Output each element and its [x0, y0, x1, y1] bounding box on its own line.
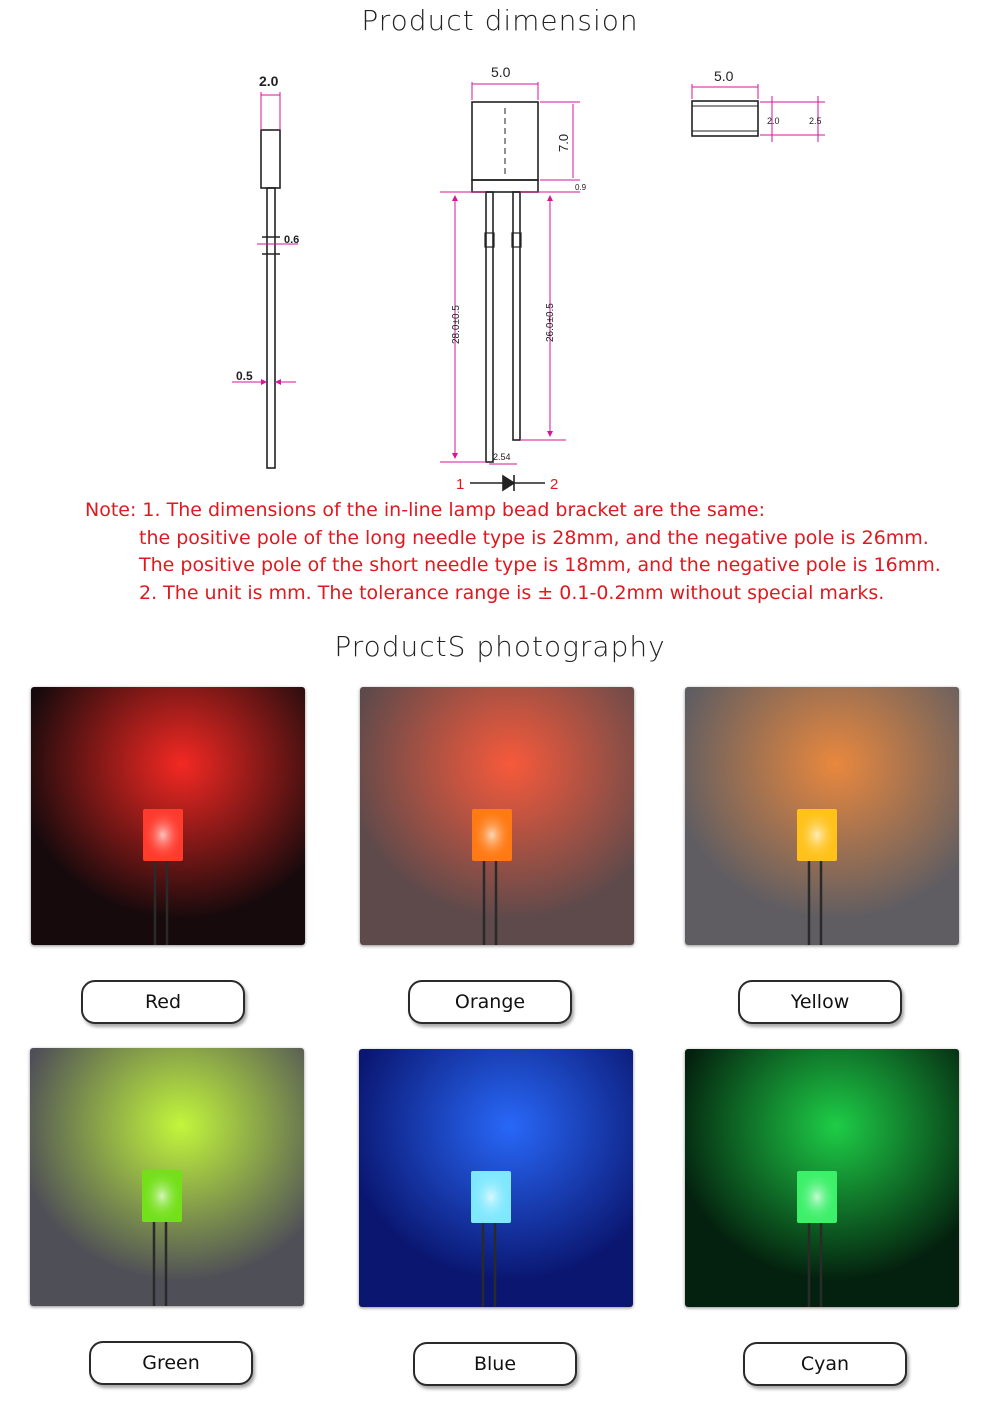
dimension-drawing — [0, 0, 1000, 500]
note-line-1: Note: 1. The dimensions of the in-line lamp bead bracket are the same: — [85, 499, 766, 521]
short-lead-label: 26.0±0.5 — [545, 303, 556, 342]
front-width-label: 5.0 — [491, 64, 511, 80]
pitch-label: 2.54 — [493, 452, 511, 462]
photo-green — [30, 1048, 304, 1306]
label-yellow: Yellow — [738, 980, 902, 1024]
notes-block — [85, 497, 941, 607]
label-green: Green — [89, 1341, 253, 1385]
side-pin-label: 0.5 — [236, 369, 253, 383]
diode-symbol — [470, 475, 545, 491]
label-orange: Orange — [408, 980, 572, 1024]
label-cyan: Cyan — [743, 1342, 907, 1386]
pin2-label: 2 — [550, 476, 559, 493]
side-view — [261, 130, 280, 468]
photo-red — [31, 687, 305, 945]
long-lead-label: 28.0±0.5 — [451, 305, 462, 344]
photo-orange — [360, 687, 634, 945]
front-flange-label: 0.9 — [575, 183, 587, 192]
note-line-3: The positive pole of the short needle type is 18mm, and the negative pole is 16mm. — [139, 554, 941, 576]
photo-blue — [359, 1049, 633, 1307]
pin1-label: 1 — [456, 476, 465, 493]
label-red: Red — [81, 980, 245, 1024]
front-height-label: 7.0 — [556, 133, 571, 152]
photo-cyan — [685, 1049, 959, 1307]
top-width-label: 5.0 — [714, 68, 734, 84]
label-blue: Blue — [413, 1342, 577, 1386]
photography-heading: ProductS photography — [334, 630, 666, 663]
photo-yellow — [685, 687, 959, 945]
side-lead-label: 0.6 — [284, 234, 300, 246]
note-line-4: 2. The unit is mm. The tolerance range is ± 0.1-0.2mm without special marks. — [139, 581, 885, 604]
top-depth-a-label: 2.0 — [767, 116, 780, 126]
top-view — [692, 101, 758, 136]
front-view — [472, 102, 538, 462]
dimension-heading: Product dimension — [361, 4, 639, 37]
top-depth-b-label: 2.5 — [809, 116, 822, 126]
side-width-label: 2.0 — [259, 73, 279, 89]
note-line-2: the positive pole of the long needle type is 28mm, and the negative pole is 26mm. — [139, 526, 929, 549]
